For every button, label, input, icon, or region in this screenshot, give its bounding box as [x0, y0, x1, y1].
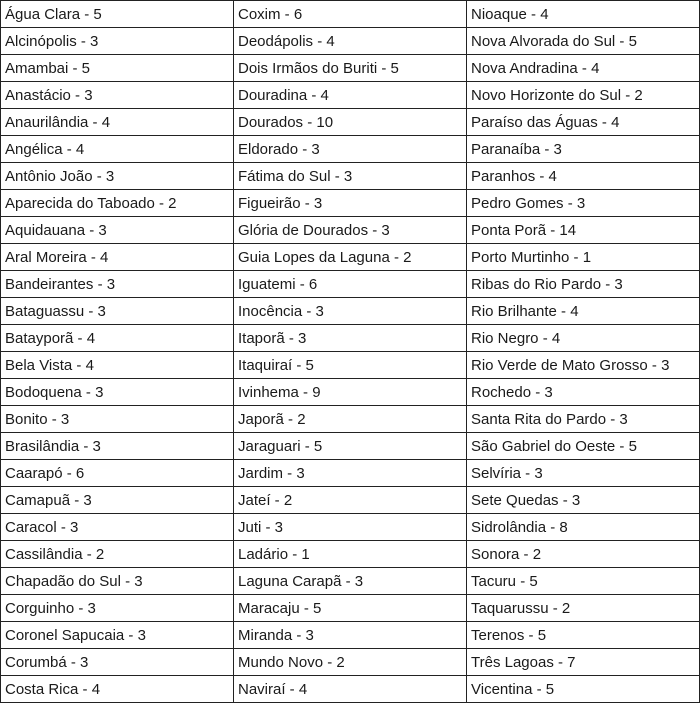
table-cell-municipality: Camapuã - 3 — [1, 487, 234, 514]
table-cell-municipality: Glória de Dourados - 3 — [234, 217, 467, 244]
table-row — [1, 541, 700, 568]
table-cell-municipality: Figueirão - 3 — [234, 190, 467, 217]
table-row — [1, 298, 700, 325]
table-cell-municipality: Angélica - 4 — [1, 136, 234, 163]
table-cell-municipality: Sonora - 2 — [467, 541, 700, 568]
table-cell-municipality: Porto Murtinho - 1 — [467, 244, 700, 271]
table-cell-municipality: Juti - 3 — [234, 514, 467, 541]
table-cell-municipality: Anastácio - 3 — [1, 82, 234, 109]
table-cell-municipality: Brasilândia - 3 — [1, 433, 234, 460]
table-cell-municipality: Ponta Porã - 14 — [467, 217, 700, 244]
table-row — [1, 487, 700, 514]
table-row — [1, 136, 700, 163]
table-row — [1, 163, 700, 190]
table-cell-municipality: Aquidauana - 3 — [1, 217, 234, 244]
table-cell-municipality: Inocência - 3 — [234, 298, 467, 325]
table-cell-municipality: Rochedo - 3 — [467, 379, 700, 406]
table-cell-municipality: Dourados - 10 — [234, 109, 467, 136]
table-cell-municipality: Tacuru - 5 — [467, 568, 700, 595]
table-row — [1, 109, 700, 136]
table-cell-municipality: Corumbá - 3 — [1, 649, 234, 676]
table-row — [1, 514, 700, 541]
table-cell-municipality: Chapadão do Sul - 3 — [1, 568, 234, 595]
table-cell-municipality: Rio Negro - 4 — [467, 325, 700, 352]
table-cell-municipality: Caarapó - 6 — [1, 460, 234, 487]
table-cell-municipality: Maracaju - 5 — [234, 595, 467, 622]
table-cell-municipality: Itaquiraí - 5 — [234, 352, 467, 379]
table-cell-municipality: Paranhos - 4 — [467, 163, 700, 190]
table-cell-municipality: São Gabriel do Oeste - 5 — [467, 433, 700, 460]
table-cell-municipality: Corguinho - 3 — [1, 595, 234, 622]
table-row — [1, 433, 700, 460]
table-row — [1, 28, 700, 55]
table-cell-municipality: Aparecida do Taboado - 2 — [1, 190, 234, 217]
table-row — [1, 460, 700, 487]
table-cell-municipality: Taquarussu - 2 — [467, 595, 700, 622]
table-cell-municipality: Paranaíba - 3 — [467, 136, 700, 163]
table-cell-municipality: Naviraí - 4 — [234, 676, 467, 703]
table-cell-municipality: Fátima do Sul - 3 — [234, 163, 467, 190]
table-cell-municipality: Eldorado - 3 — [234, 136, 467, 163]
table-cell-municipality: Iguatemi - 6 — [234, 271, 467, 298]
table-cell-municipality: Japorã - 2 — [234, 406, 467, 433]
table-cell-municipality: Antônio João - 3 — [1, 163, 234, 190]
table-cell-municipality: Água Clara - 5 — [1, 1, 234, 28]
table-cell-municipality: Caracol - 3 — [1, 514, 234, 541]
table-cell-municipality: Novo Horizonte do Sul - 2 — [467, 82, 700, 109]
table-cell-municipality: Bataguassu - 3 — [1, 298, 234, 325]
table-cell-municipality: Coxim - 6 — [234, 1, 467, 28]
table-cell-municipality: Sidrolândia - 8 — [467, 514, 700, 541]
table-cell-municipality: Terenos - 5 — [467, 622, 700, 649]
table-cell-municipality: Ribas do Rio Pardo - 3 — [467, 271, 700, 298]
table-cell-municipality: Dois Irmãos do Buriti - 5 — [234, 55, 467, 82]
table-cell-municipality: Rio Verde de Mato Grosso - 3 — [467, 352, 700, 379]
table-cell-municipality: Ladário - 1 — [234, 541, 467, 568]
table-row — [1, 271, 700, 298]
table-row — [1, 244, 700, 271]
table-cell-municipality: Sete Quedas - 3 — [467, 487, 700, 514]
table-cell-municipality: Selvíria - 3 — [467, 460, 700, 487]
table-cell-municipality: Bodoquena - 3 — [1, 379, 234, 406]
table-row — [1, 190, 700, 217]
table-row — [1, 379, 700, 406]
table-cell-municipality: Ivinhema - 9 — [234, 379, 467, 406]
table-cell-municipality: Douradina - 4 — [234, 82, 467, 109]
table-cell-municipality: Três Lagoas - 7 — [467, 649, 700, 676]
table-cell-municipality: Batayporã - 4 — [1, 325, 234, 352]
table-row — [1, 595, 700, 622]
table-cell-municipality: Amambai - 5 — [1, 55, 234, 82]
table-cell-municipality: Guia Lopes da Laguna - 2 — [234, 244, 467, 271]
table-cell-municipality: Nova Alvorada do Sul - 5 — [467, 28, 700, 55]
table-row — [1, 406, 700, 433]
table-cell-municipality: Coronel Sapucaia - 3 — [1, 622, 234, 649]
table-cell-municipality: Miranda - 3 — [234, 622, 467, 649]
table-cell-municipality: Rio Brilhante - 4 — [467, 298, 700, 325]
table-cell-municipality: Laguna Carapã - 3 — [234, 568, 467, 595]
table-cell-municipality: Cassilândia - 2 — [1, 541, 234, 568]
table-body — [1, 1, 700, 703]
table-cell-municipality: Bandeirantes - 3 — [1, 271, 234, 298]
table-cell-municipality: Nova Andradina - 4 — [467, 55, 700, 82]
table-row — [1, 622, 700, 649]
table-cell-municipality: Itaporã - 3 — [234, 325, 467, 352]
table-cell-municipality: Bela Vista - 4 — [1, 352, 234, 379]
table-cell-municipality: Aral Moreira - 4 — [1, 244, 234, 271]
table-row — [1, 55, 700, 82]
table-cell-municipality: Mundo Novo - 2 — [234, 649, 467, 676]
table-cell-municipality: Bonito - 3 — [1, 406, 234, 433]
table-cell-municipality: Alcinópolis - 3 — [1, 28, 234, 55]
table-row — [1, 649, 700, 676]
table-cell-municipality: Pedro Gomes - 3 — [467, 190, 700, 217]
table-row — [1, 1, 700, 28]
table-cell-municipality: Santa Rita do Pardo - 3 — [467, 406, 700, 433]
table-cell-municipality: Costa Rica - 4 — [1, 676, 234, 703]
table-cell-municipality: Nioaque - 4 — [467, 1, 700, 28]
table-cell-municipality: Anaurilândia - 4 — [1, 109, 234, 136]
table-row — [1, 352, 700, 379]
table-row — [1, 82, 700, 109]
table-cell-municipality: Deodápolis - 4 — [234, 28, 467, 55]
table-row — [1, 568, 700, 595]
table-cell-municipality: Jateí - 2 — [234, 487, 467, 514]
table-cell-municipality: Jaraguari - 5 — [234, 433, 467, 460]
table-cell-municipality: Jardim - 3 — [234, 460, 467, 487]
table-row — [1, 217, 700, 244]
table-cell-municipality: Paraíso das Águas - 4 — [467, 109, 700, 136]
table-cell-municipality: Vicentina - 5 — [467, 676, 700, 703]
table-row — [1, 676, 700, 703]
table-row — [1, 325, 700, 352]
